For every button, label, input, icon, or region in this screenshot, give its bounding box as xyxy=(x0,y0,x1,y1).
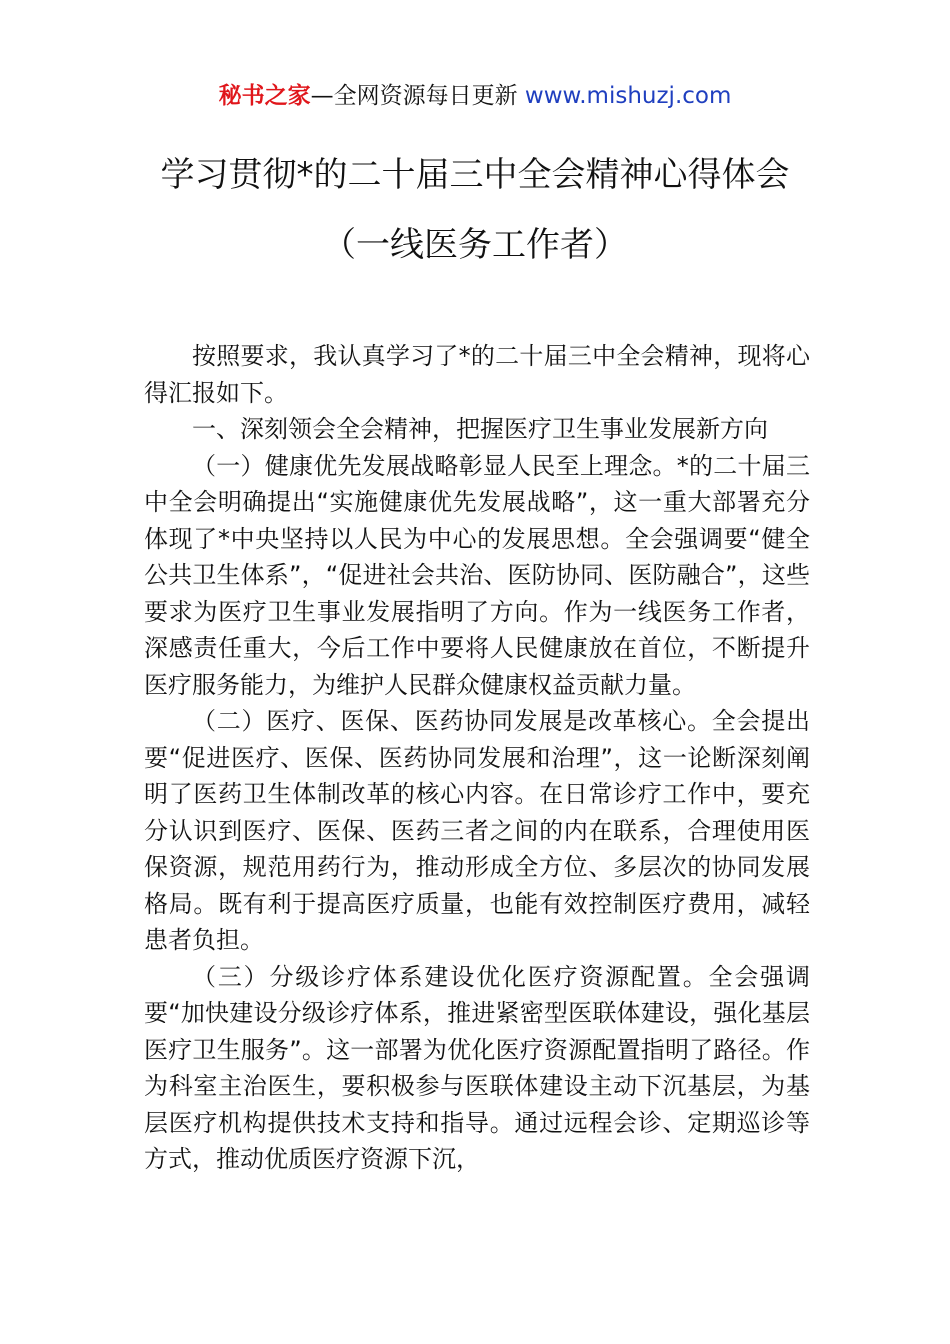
document-subtitle: （一线医务工作者） xyxy=(322,225,628,265)
body-paragraph-3: （三）分级诊疗体系建设优化医疗资源配置。全会强调要“加快建设分级诊疗体系，推进紧密型医联体建设，强化基层医疗卫生服务”。这一部署为优化医疗资源配置指明了路径。作为科室主治医生，要积极参与医联体建设主动下沉基层，为基层医疗机构提供技术支持和指导。通过远程会诊、定期巡诊等方式，推动优质医疗资源下沉， xyxy=(144,962,810,1173)
intro-paragraph: 按照要求，我认真学习了*的二十届三中全会精神，现将心得汇报如下。 xyxy=(144,342,810,407)
header-tagline: —全网资源每日更新 xyxy=(310,83,518,109)
document-body xyxy=(144,338,810,1178)
body-paragraph-1: （一）健康优先发展战略彰显人民至上理念。*的二十届三中全会明确提出“实施健康优先发展战略”，这一重大部署充分体现了*中央坚持以人民为中心的发展思想。全会强调要“健全公共卫生体系”，“促进社会共治、医防协同、医防融合”，这些要求为医疗卫生事业发展指明了方向。作为一线医务工作者，深感责任重大，今后工作中要将人民健康放在首位，不断提升医疗服务能力，为维护人民群众健康权益贡献力量。 xyxy=(144,451,810,699)
site-url[interactable]: www.mishuzj.com xyxy=(524,83,732,109)
body-paragraph-2: （二）医疗、医保、医药协同发展是改革核心。全会提出要“促进医疗、医保、医药协同发展和治理”，这一论断深刻阐明了医药卫生体制改革的核心内容。在日常诊疗工作中，要充分认识到医疗、医保、医药三者之间的内在联系，合理使用医保资源，规范用药行为，推动形成全方位、多层次的协同发展格局。既有利于提高医疗质量，也能有效控制医疗费用，减轻患者负担。 xyxy=(144,707,810,954)
document-title: 学习贯彻*的二十届三中全会精神心得体会 xyxy=(160,155,790,195)
section-heading: 一、深刻领会全会精神，把握医疗卫生事业发展新方向 xyxy=(192,415,768,443)
site-header xyxy=(0,80,950,112)
brand-name: 秘书之家 xyxy=(218,83,311,109)
